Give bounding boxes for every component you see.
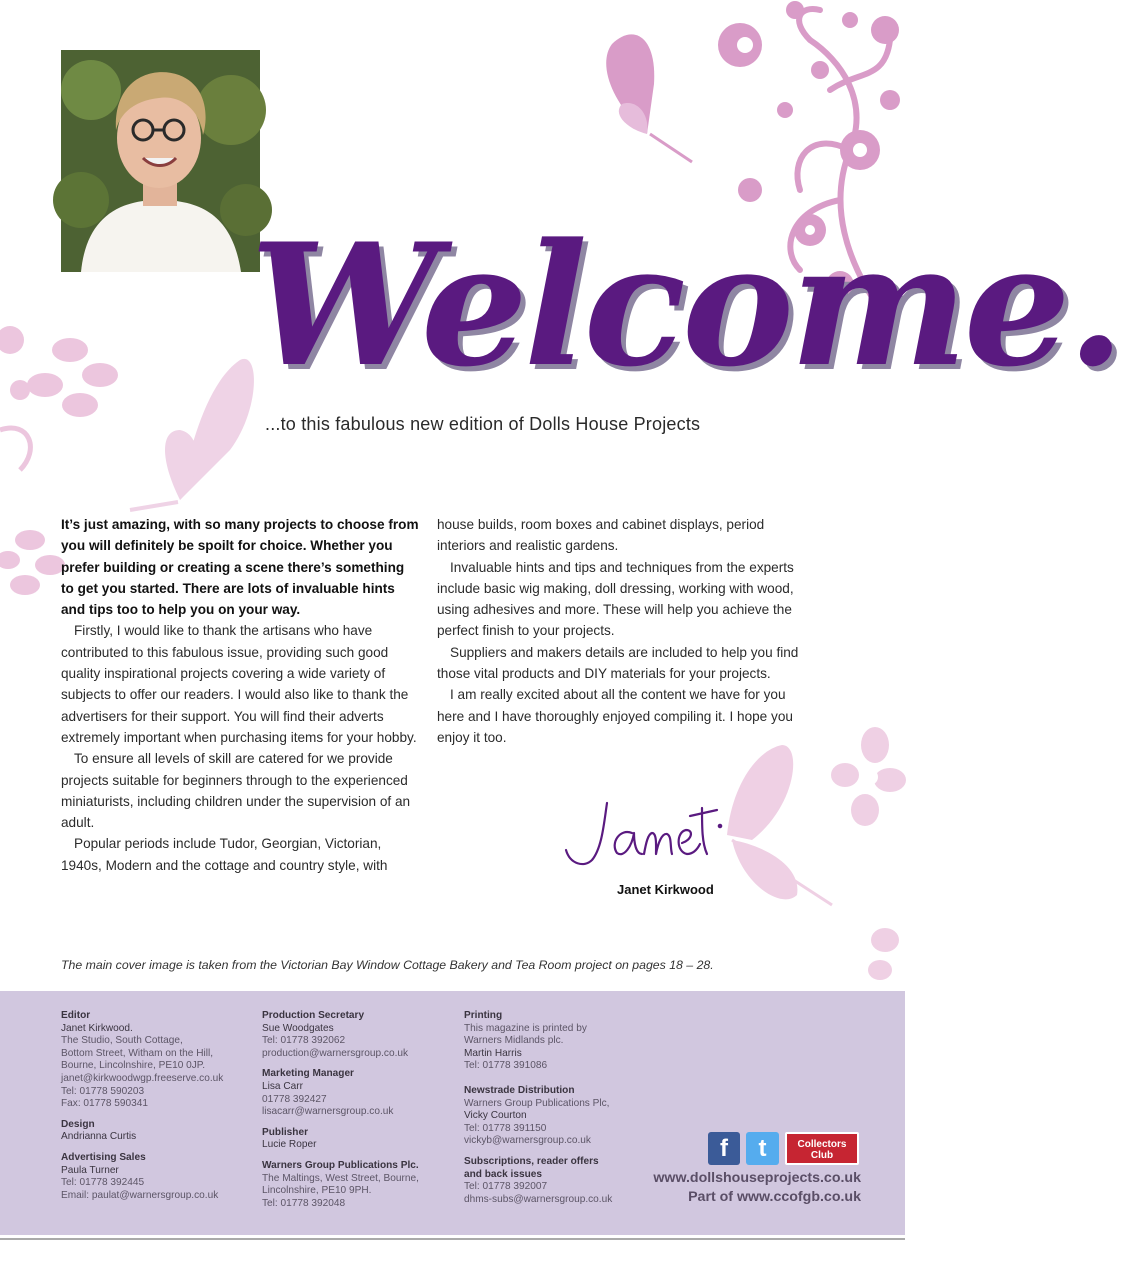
newstrade-company: Warners Group Publications Plc, (464, 1097, 610, 1109)
article-column-2 (437, 514, 799, 748)
publisher-heading: Publisher (262, 1126, 308, 1138)
production-email: production@warnersgroup.co.uk (262, 1047, 409, 1059)
collectors-club-text (787, 1134, 857, 1163)
editor-address: Bottom Street, Witham on the Hill, (61, 1047, 214, 1059)
editor-fax: Fax: 01778 590341 (61, 1098, 148, 1110)
editor-heading: Editor (61, 1010, 91, 1021)
butterfly-icon (120, 350, 260, 515)
butterfly-icon (592, 24, 697, 164)
newstrade-heading: Newstrade Distribution (464, 1084, 575, 1096)
printing-tel: Tel: 01778 391086 (464, 1060, 548, 1072)
warners-address: Lincolnshire, PE10 9PH. (262, 1185, 372, 1197)
design-heading: Design (61, 1118, 95, 1130)
article-paragraph: To ensure all levels of skill are catered for we provide projects suitable for beginners through to the experienced miniaturists, including children under the supervision of an adult. (61, 751, 411, 831)
warners-tel: Tel: 01778 392048 (262, 1197, 346, 1209)
floral-left-lower (0, 520, 70, 610)
design-name: Andrianna Curtis (61, 1131, 137, 1143)
subscriptions-heading: Subscriptions, reader offers (464, 1155, 599, 1167)
masthead-column-3 (464, 1006, 634, 1206)
advertising-name: Paula Turner (61, 1164, 119, 1176)
marketing-name: Lisa Carr (262, 1080, 303, 1092)
article-paragraph: Suppliers and makers details are included to help you find those vital products and DIY materials for your projects. (437, 644, 799, 682)
website-link[interactable]: www.dollshouseprojects.co.uk (653, 1170, 861, 1186)
newstrade-name: Vicky Courton (464, 1110, 527, 1122)
article-paragraph: I am really excited about all the content we have for you here and I have thoroughly enjoyed compiling it. I hope you enjoy it too. (437, 687, 793, 745)
marketing-tel: 01778 392427 (262, 1093, 327, 1105)
facebook-icon[interactable] (708, 1132, 740, 1165)
editor-address: Bourne, Lincolnshire, PE10 0JP. (61, 1060, 206, 1072)
subscriptions-email: dhms-subs@warnersgroup.co.uk (464, 1193, 613, 1205)
editor-tel: Tel: 01778 590203 (61, 1085, 145, 1097)
printing-heading: Printing (464, 1010, 503, 1021)
footer-divider (0, 1238, 905, 1240)
article-intro: It’s just amazing, with so many projects to choose from you will definitely be spoilt for choice. Whether you prefer building or creating a scene there’s something to get you started. There are lots of invaluable hints and tips too to help you on your way. (61, 517, 419, 618)
masthead-column-1 (61, 1006, 251, 1202)
masthead-column-2 (262, 1006, 452, 1210)
newstrade-tel: Tel: 01778 391150 (464, 1122, 547, 1134)
newstrade-email: vickyb@warnersgroup.co.uk (464, 1135, 591, 1147)
advertising-email: Email: paulat@warnersgroup.co.uk (61, 1189, 219, 1201)
production-heading: Production Secretary (262, 1010, 365, 1021)
editor-portrait-photo (61, 50, 260, 272)
production-tel: Tel: 01778 392062 (262, 1035, 346, 1047)
article-paragraph: Popular periods include Tudor, Georgian, Victorian, 1940s, Modern and the cottage and country style, with (61, 836, 388, 873)
marketing-heading: Marketing Manager (262, 1068, 354, 1080)
floral-right-lower (830, 725, 905, 985)
article-paragraph: Invaluable hints and tips and techniques from the experts include basic wig making, doll dressing, working with wood, using adhesives and more. These will help you achieve the perfect finish to your projects. (437, 559, 794, 639)
club-label: Club (810, 1150, 834, 1161)
collectors-label: Collectors (797, 1139, 847, 1150)
editor-address: The Studio, South Cottage, (61, 1035, 183, 1047)
article-paragraph: house builds, room boxes and cabinet displays, period interiors and realistic gardens. (437, 517, 765, 554)
butterfly-icon (712, 745, 837, 910)
cover-caption: The main cover image is taken from the Victorian Bay Window Cottage Bakery and Tea Room project on pages 18 – 28. (61, 958, 714, 972)
parent-website-link[interactable]: Part of www.ccofgb.co.uk (688, 1189, 861, 1205)
production-name: Sue Woodgates (262, 1022, 334, 1034)
advertising-tel: Tel: 01778 392445 (61, 1177, 145, 1189)
twitter-icon[interactable] (746, 1132, 779, 1165)
printing-name: Martin Harris (464, 1047, 522, 1059)
editor-email: janet@kirkwoodwgp.freeserve.co.uk (61, 1072, 224, 1084)
collectors-club-logo[interactable] (785, 1132, 859, 1165)
article-paragraph: Firstly, I would like to thank the artisans who have contributed to this fabulous issue, providing such good quality inspirational projects covering a wide variety of subjects to offer our readers. I would also like to thank the advertisers for their support. You will find their adverts extremely important when purchasing items for your hobby. (61, 623, 417, 745)
twitter-glyph: t (758, 1135, 767, 1162)
marketing-email: lisacarr@warnersgroup.co.uk (262, 1106, 394, 1118)
welcome-title: Welcome. (250, 206, 1121, 404)
warners-heading: Warners Group Publications Plc. (262, 1159, 419, 1171)
article-column-1 (61, 514, 419, 876)
welcome-subtitle: ...to this fabulous new edition of Dolls House Projects (265, 414, 701, 434)
advertising-heading: Advertising Sales (61, 1151, 146, 1163)
signer-name: Janet Kirkwood (617, 882, 714, 897)
handwritten-signature (562, 788, 722, 873)
facebook-glyph: f (720, 1135, 728, 1162)
editor-name: Janet Kirkwood. (61, 1022, 133, 1034)
warners-address: The Maltings, West Street, Bourne, (262, 1172, 419, 1184)
printing-line: This magazine is printed by (464, 1022, 587, 1034)
spacer (464, 1073, 634, 1081)
publisher-name: Lucie Roper (262, 1139, 317, 1151)
printing-line: Warners Midlands plc. (464, 1035, 564, 1047)
floral-left (0, 320, 130, 480)
subscriptions-tel: Tel: 01778 392007 (464, 1181, 548, 1193)
subscriptions-heading-2: and back issues (464, 1168, 542, 1180)
